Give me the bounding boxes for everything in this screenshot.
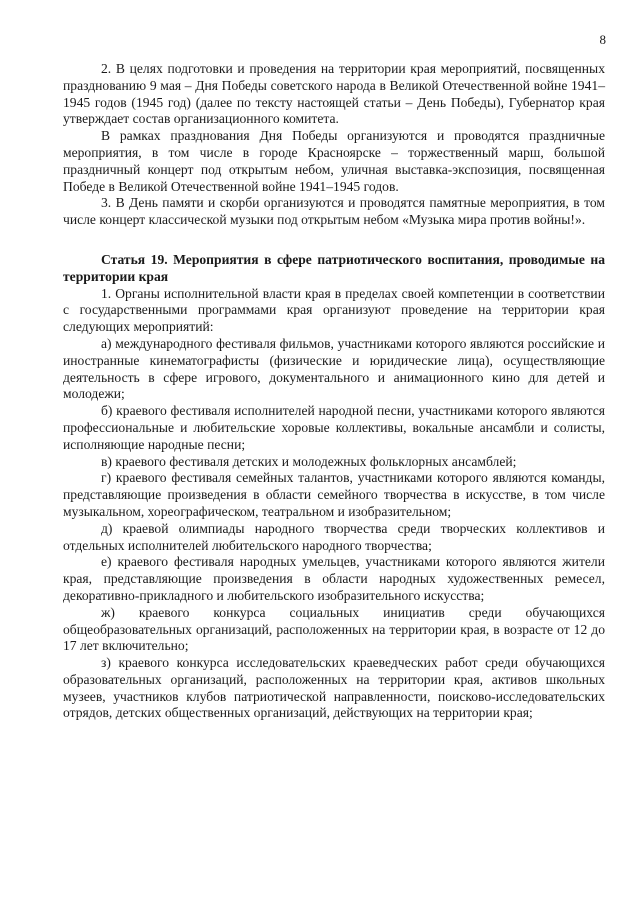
article-19-heading: Статья 19. Мероприятия в сфере патриотического воспитания, проводимые на территории края [63, 251, 605, 284]
paragraph-2: 2. В целях подготовки и проведения на территории края мероприятий, посвященных празднованию 9 мая – Дня Победы советского народа в Великой Отечественной войне 1941–1945 годов (1945 год) (далее по тексту настоящей статьи – День Победы), Губернатор края утверждает состав организационного комитета. [63, 61, 605, 127]
list-item-zh: ж) краевого конкурса социальных инициатив среди обучающихся общеобразовательных организаций, расположенных на территории края, в возрасте от 12 до 17 лет включительно; [63, 604, 605, 654]
list-item-b: б) краевого фестиваля исполнителей народной песни, участниками которого являются профессиональные и любительские хоровые коллективы, вокальные ансамбли и солисты, исполняющие народные песни; [63, 403, 605, 452]
section-spacer [63, 229, 605, 252]
list-item-a: а) международного фестиваля фильмов, участниками которого являются российские и иностранные кинематографисты (физические и юридические лица), осуществляющие деятельность в сфере игрового, документального и анимационного кино для детей и молодежи; [63, 335, 605, 402]
list-item-g: г) краевого фестиваля семейных талантов, участниками которого являются команды, представляющие произведения в области семейного творчества в искусстве, в том числе музыкальном, хореографическом, театральном и изобразительном; [63, 470, 605, 519]
page-number: 8 [599, 32, 606, 47]
list-item-z: з) краевого конкурса исследовательских краеведческих работ среди обучающихся образовательных организаций, расположенных на территории края, активов школьных музеев, участников клубов патриотической направленности, поисково-исследовательских отрядов, детских общественных организаций, действующих на территории края; [63, 655, 605, 721]
list-item-v: в) краевого фестиваля детских и молодежных фольклорных ансамблей; [101, 453, 517, 469]
article-19-paragraph-1: 1. Органы исполнительной власти края в пределах своей компетенции в соответствии с государственными программами края организуют проведение на территории края следующих мероприятий: [63, 285, 605, 335]
list-item-d: д) краевой олимпиады народного творчества среди творческих коллективов и отдельных исполнителей любительского народного творчества; [63, 520, 605, 553]
paragraph-victory-day-events: В рамках празднования Дня Победы организуются и проводятся праздничные мероприятия, в том числе в городе Красноярске – торжественный марш, большой праздничный концерт под открытым небом, уличная выставка-экспозиция, посвященная Победе в Великой Отечественной войне 1941–1945 годов. [63, 128, 605, 194]
list-item-e: е) краевого фестиваля народных умельцев, участниками которого являются жители края, представляющие произведения в области народных художественных ремесел, декоративно-прикладного и любительского изобразительного искусства; [63, 554, 605, 603]
document-body [63, 61, 605, 722]
paragraph-3: 3. В День памяти и скорби организуются и проводятся памятные мероприятия, в том числе концерт классической музыки под открытым небом «Музыка мира против войны!». [63, 195, 605, 228]
